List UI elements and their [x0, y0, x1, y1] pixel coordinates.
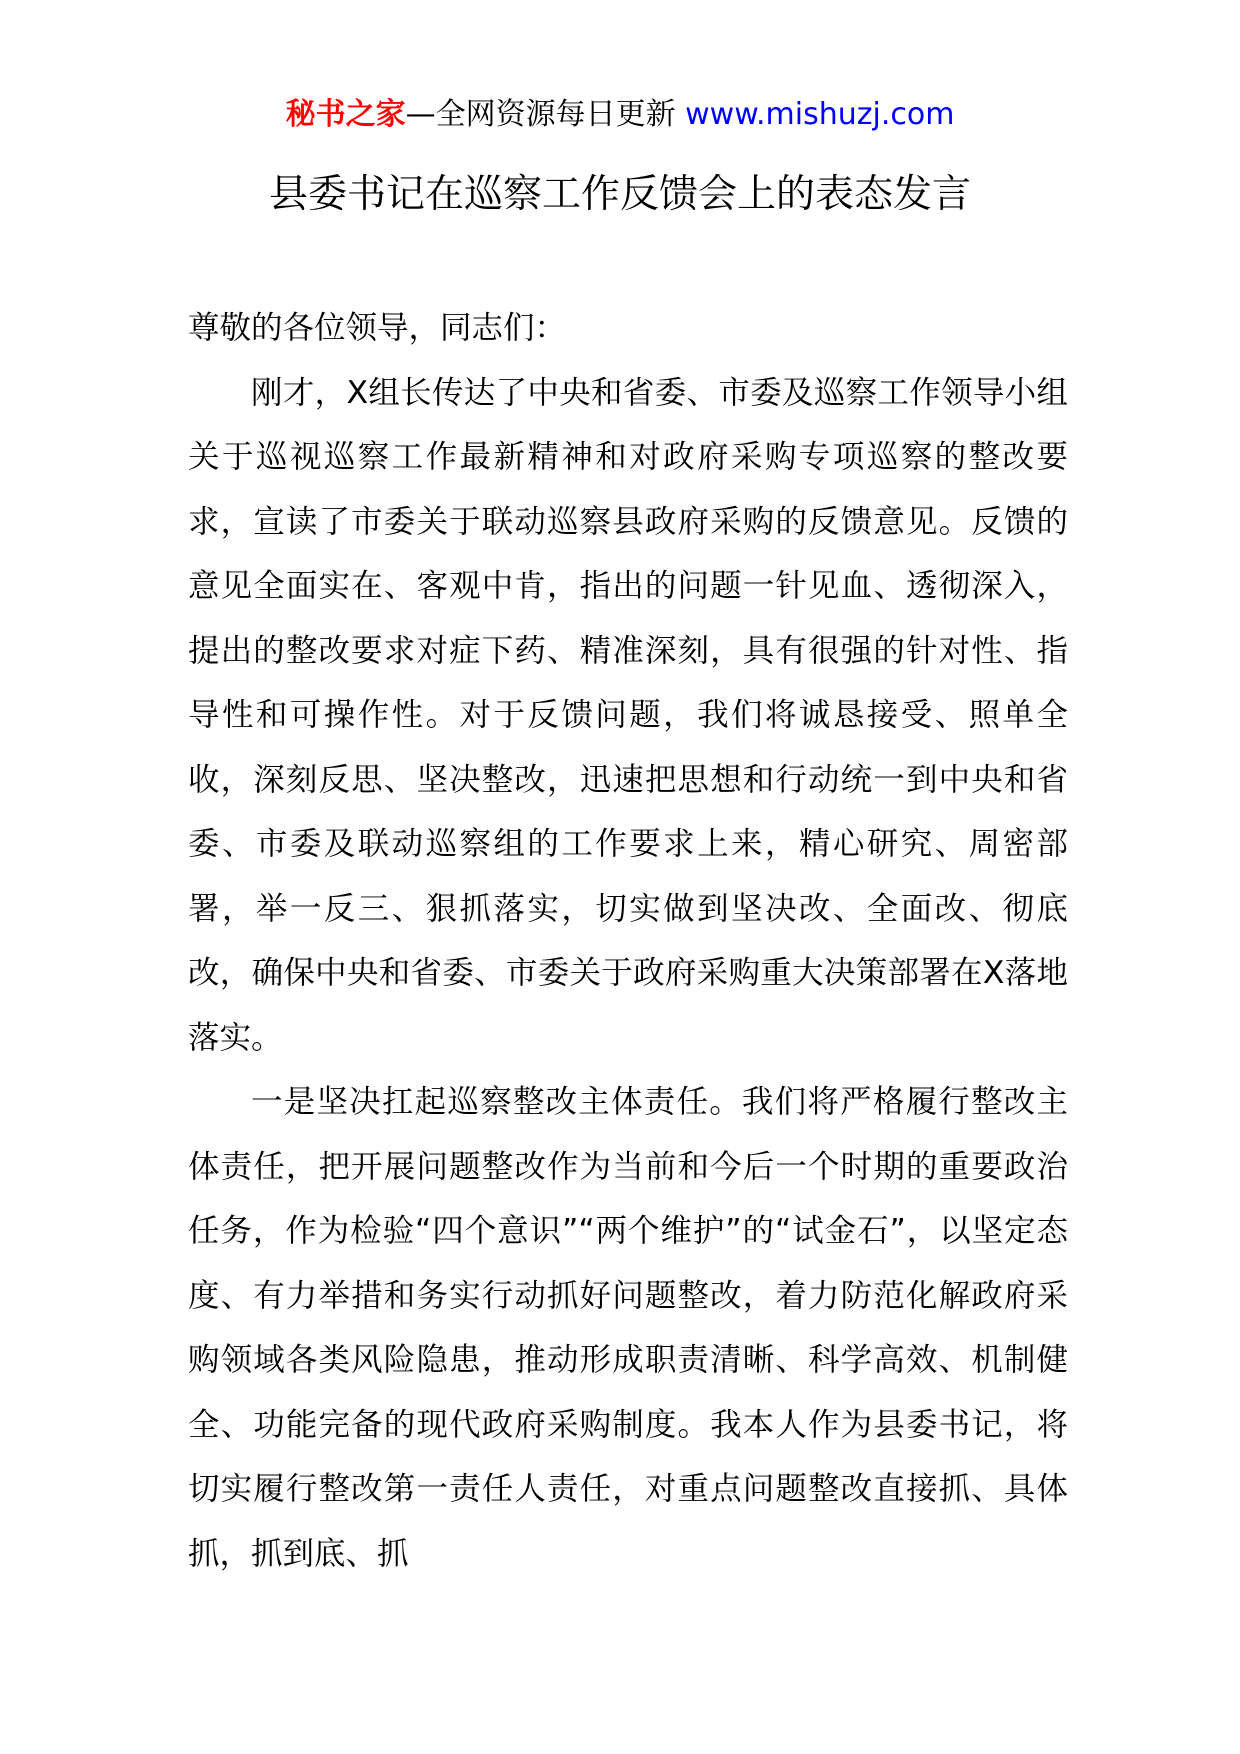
body-paragraph: 刚才，X组长传达了中央和省委、市委及巡察工作领导小组关于巡视巡察工作最新精神和对政府采购专项巡察的整改要求，宣读了市委关于联动巡察县政府采购的反馈意见。反馈的意见全面实在、客观中肯，指出的问题一针见血、透彻深入，提出的整改要求对症下药、精准深刻，具有很强的针对性、指导性和可操作性。对于反馈问题，我们将诚恳接受、照单全收，深刻反思、坚决整改，迅速把思想和行动统一到中央和省委、市委及联动巡察组的工作要求上来，精心研究、周密部署，举一反三、狠抓落实，切实做到坚决改、全面改、彻底改，确保中央和省委、市委关于政府采购重大决策部署在X落地落实。 — [188, 374, 1068, 1056]
site-tagline: —全网资源每日更新 — [405, 97, 676, 132]
document-body — [188, 296, 1068, 1586]
site-brand: 秘书之家 — [285, 97, 406, 132]
site-url-link[interactable]: www.mishuzj.com — [685, 97, 955, 132]
site-header — [0, 95, 1240, 135]
salutation: 尊敬的各位领导，同志们： — [188, 310, 567, 346]
document-title: 县委书记在巡察工作反馈会上的表态发言 — [268, 172, 971, 217]
body-paragraph: 一是坚决扛起巡察整改主体责任。我们将严格履行整改主体责任，把开展问题整改作为当前和今后一个时期的重要政治任务，作为检验“四个意识”“两个维护”的“试金石”，以坚定态度、有力举措和务实行动抓好问题整改，着力防范化解政府采购领域各类风险隐患，推动形成职责清晰、科学高效、机制健全、功能完备的现代政府采购制度。我本人作为县委书记，将切实履行整改第一责任人责任，对重点问题整改直接抓、具体抓，抓到底、抓 — [188, 1084, 1068, 1572]
